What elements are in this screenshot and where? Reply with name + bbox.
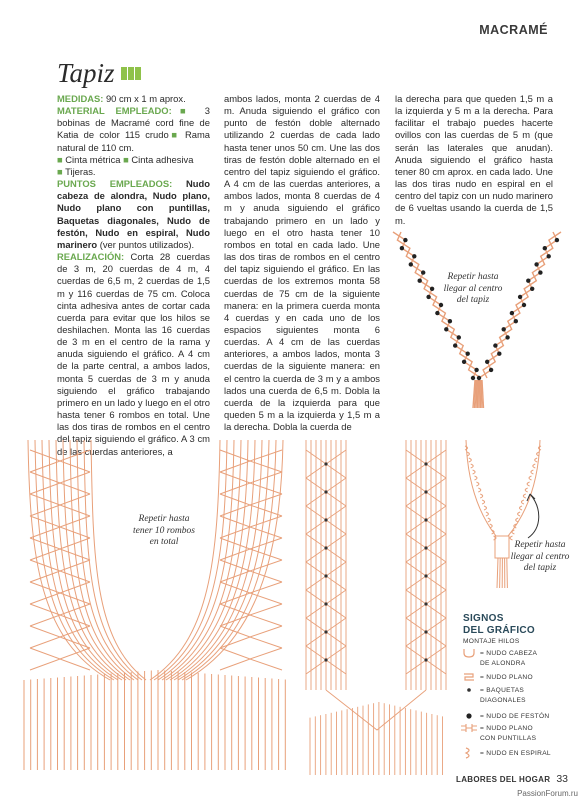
realizacion-label: REALIZACIÓN:	[57, 251, 125, 263]
festoon-knot-dot	[471, 376, 475, 380]
festoon-knot-dot	[489, 368, 493, 372]
festoon-knot-dot	[518, 295, 522, 299]
page-footer	[456, 773, 568, 785]
lark-head-knot-icon	[458, 648, 480, 658]
festoon-knot-dot	[400, 246, 404, 250]
note-repeat-center-bottom: Repetir hasta llegar al centro del tapiz	[510, 540, 570, 573]
festoon-knot-dot	[526, 279, 530, 283]
title-ornament-icon	[121, 67, 141, 80]
legend-label: DIAGONALES	[480, 697, 526, 704]
diagonal-knot-dot	[424, 602, 427, 605]
text-column-2: ambos lados, monta 2 cuerdas de 4 m. Anuda siguiendo el gráfico con punto de festón doble alternado utilizando 2 cuerdas de cada lado hasta tener unos 50 cm. Une las dos tiras de festón doble alternado en el centro del tapiz siguiendo el gráfico. A 4 cm de las cuerdas anteriores, a ambos lados, monta 8 cuerdas de 4 m y anuda siguiendo el gráfico trabajando primero en un lado y luego en el otro hasta tener 10 rombos en total en cada lado. Une las dos tiras de rombos en el centro del tapiz siguiendo el gráfico. En las cuerdas de los extremos monta 58 cuerdas de 75 cm de la siguiente manera: en la primera cuerda monta 4 cuerdas y en cada uno de los espacios siguientes monta 6 cuerdas. A 4 cm de las cuerdas anteriores, a ambos lados, monta 3 cuerdas de la siguiente manera: en el centro la cuerda de 3 m y a ambos lados una cuerda de 6,5 m. Dobla la cuerda de la izquierda para que queden 5 m a la izquierda y 1,5 m a la derecha. Dobla la cuerda de	[224, 93, 380, 433]
legend-label: DE ALONDRA	[480, 660, 526, 667]
material-item-2: Rama natural de 110 cm.	[57, 129, 210, 153]
diagonal-knot-dot	[324, 630, 327, 633]
legend-label: = NUDO DE FESTÓN	[480, 712, 550, 720]
lattice-diagram	[302, 440, 452, 775]
diagonal-knot-dot	[324, 462, 327, 465]
diagonal-knot-dot	[424, 630, 427, 633]
medidas-value: 90 cm x 1 m aprox.	[103, 93, 186, 104]
diagonal-knot-dot	[324, 490, 327, 493]
festoon-knot-dot	[466, 352, 470, 356]
festoon-knot-dot	[430, 287, 434, 291]
festoon-knot-dot	[505, 335, 509, 339]
festoon-knot-dot	[457, 335, 461, 339]
bullet-icon: ■	[57, 153, 63, 165]
diagonal-knot-dot	[424, 518, 427, 521]
festoon-knot-dot	[534, 262, 538, 266]
square-knot-icon	[458, 672, 480, 682]
medidas-label: MEDIDAS:	[57, 93, 104, 104]
festoon-knot-dot	[547, 254, 551, 258]
festoon-knot-dot	[426, 295, 430, 299]
legend-mounting	[463, 638, 520, 645]
festoon-knot-icon	[458, 711, 480, 721]
realizacion-text: Corta 28 cuerdas de 3 m, 20 cuerdas de 4 m, 4 cuerdas de 6,5 m, 2 cuerdas de 1,5 m y 116 cuerdas de 75 cm. Coloca cinta adhesiva antes de cortar cada cuerda para evitar que los hilos se deshilachen. Monta las 16 cuerdas de 3 m en el centro de la rama y anuda siguiendo el gráfico. A 4 cm de la parte central, a ambos lados, monta 5 cuerdas de 3 m y anuda siguiendo el gráfico trabajando primero en un lado y luego en el otro hasta tener 6 rombos en total. Une las dos tiras de rombos en el centro del tapiz siguiendo el gráfico. A 3 cm de las cuerdas anteriores, a	[57, 251, 210, 457]
diagonal-knot-dot	[424, 490, 427, 493]
text-column-1	[57, 93, 210, 458]
festoon-knot-dot	[543, 246, 547, 250]
material-item-4: Cinta adhesiva	[128, 153, 194, 165]
watermark: PassionForum.ru	[517, 789, 578, 798]
festoon-knot-dot	[497, 352, 501, 356]
legend-label: = NUDO PLANO	[480, 673, 533, 681]
curved-arrow-icon	[520, 490, 550, 540]
note-repeat-center-top: Repetir hasta llegar al centro del tapiz	[443, 272, 503, 305]
diagonal-knot-dot	[324, 546, 327, 549]
bullet-icon: ■	[57, 165, 63, 177]
festoon-knot-dot	[444, 327, 448, 331]
legend-square-knot	[458, 672, 533, 682]
puntos-label: PUNTOS EMPLEADOS:	[57, 178, 173, 190]
diagonal-knot-dot	[424, 462, 427, 465]
diagonal-knot-dot	[424, 574, 427, 577]
legend-label: CON PUNTILLAS	[480, 735, 537, 742]
magazine-brand: LABORES DEL HOGAR	[456, 775, 551, 784]
spiral-knot-icon	[458, 748, 480, 758]
legend-picot-2	[480, 735, 536, 742]
legend-label: = NUDO EN ESPIRAL	[480, 749, 551, 757]
diagonal-bar-icon	[458, 685, 480, 695]
festoon-knot-dot	[514, 319, 518, 323]
festoon-knot-dot	[502, 327, 506, 331]
festoon-knot-dot	[510, 311, 514, 315]
legend-title-line-2: DEL GRÁFICO	[463, 624, 536, 636]
bullet-icon: ■	[168, 129, 180, 141]
legend-diagonal	[458, 685, 524, 695]
festoon-chain-diagram	[385, 228, 570, 410]
festoon-knot-dot	[421, 270, 425, 274]
legend-label: = BAQUETAS	[480, 686, 525, 694]
page-title	[57, 58, 141, 89]
material-item-5: Tijeras.	[62, 165, 96, 177]
festoon-knot-dot	[412, 254, 416, 258]
legend-lark-head	[458, 648, 537, 658]
diagonal-knot-dot	[324, 518, 327, 521]
festoon-knot-dot	[555, 238, 559, 242]
festoon-knot-dot	[462, 360, 466, 364]
festoon-knot-dot	[418, 279, 422, 283]
festoon-knot-dot	[474, 368, 478, 372]
page-number: 33	[556, 773, 568, 785]
festoon-knot-dot	[485, 360, 489, 364]
material-label: MATERIAL EMPLEADO:	[57, 105, 172, 117]
puntos-tail: (ver puntos utilizados).	[97, 238, 195, 250]
material-item-1: 3 bobinas de Macramé cord fine de Katia de color 115 crudo	[57, 105, 210, 141]
legend-label: = NUDO CABEZA	[480, 649, 538, 657]
festoon-knot-dot	[409, 262, 413, 266]
legend-title	[463, 613, 535, 636]
legend-label: MONTAJE HILOS	[463, 638, 520, 645]
festoon-knot-dot	[403, 238, 407, 242]
festoon-knot-dot	[477, 376, 481, 380]
festoon-knot-dot	[522, 303, 526, 307]
legend-picot	[458, 723, 533, 733]
material-item-3: Cinta métrica	[62, 153, 121, 165]
bullet-icon: ■	[171, 105, 194, 117]
festoon-knot-dot	[448, 319, 452, 323]
festoon-knot-dot	[453, 343, 457, 347]
puntos-value: Nudo cabeza de alondra, Nudo plano, Nudo plano con puntillas, Baquetas diagonales, Nudo de festón, Nudo en espiral, Nudo marinero	[57, 178, 210, 250]
diagonal-knot-dot	[324, 658, 327, 661]
diamond-band-diagram	[20, 440, 295, 770]
diagonal-knot-dot	[424, 658, 427, 661]
diagonal-knot-dot	[324, 574, 327, 577]
title-text: Tapiz	[57, 58, 115, 88]
festoon-knot-dot	[538, 270, 542, 274]
section-header: MACRAMÉ	[479, 23, 548, 37]
legend-spiral	[458, 748, 551, 758]
legend-lark-head-2	[480, 660, 526, 667]
diagonal-knot-dot	[324, 602, 327, 605]
festoon-knot-dot	[530, 287, 534, 291]
legend-festoon	[458, 711, 549, 721]
legend-diagonal-2	[480, 697, 526, 704]
bullet-icon: ■	[123, 153, 129, 165]
diagonal-knot-dot	[424, 546, 427, 549]
festoon-knot-dot	[435, 311, 439, 315]
note-repeat-10-rhombus: Repetir hasta tener 10 rombos en total	[128, 514, 200, 549]
picot-knot-icon	[458, 723, 480, 733]
festoon-knot-dot	[493, 343, 497, 347]
legend-title-line-1: SIGNOS	[463, 613, 504, 624]
text-column-3: la derecha para que queden 1,5 m a la izquierda y 5 m a la derecha. Para facilitar el trabajo puedes hacerte ovillos con las cuerdas de 5 m (que serán las laterales que anudan). Anuda siguiendo el gráfico hasta tener 80 cm aprox. en cada lado. Une las dos tiras nudo en espiral en el centro del tapiz con un nudo marinero de 6 vueltas usando la cuerda de 1,5 m.	[395, 93, 553, 226]
legend-label: = NUDO PLANO	[480, 724, 533, 732]
